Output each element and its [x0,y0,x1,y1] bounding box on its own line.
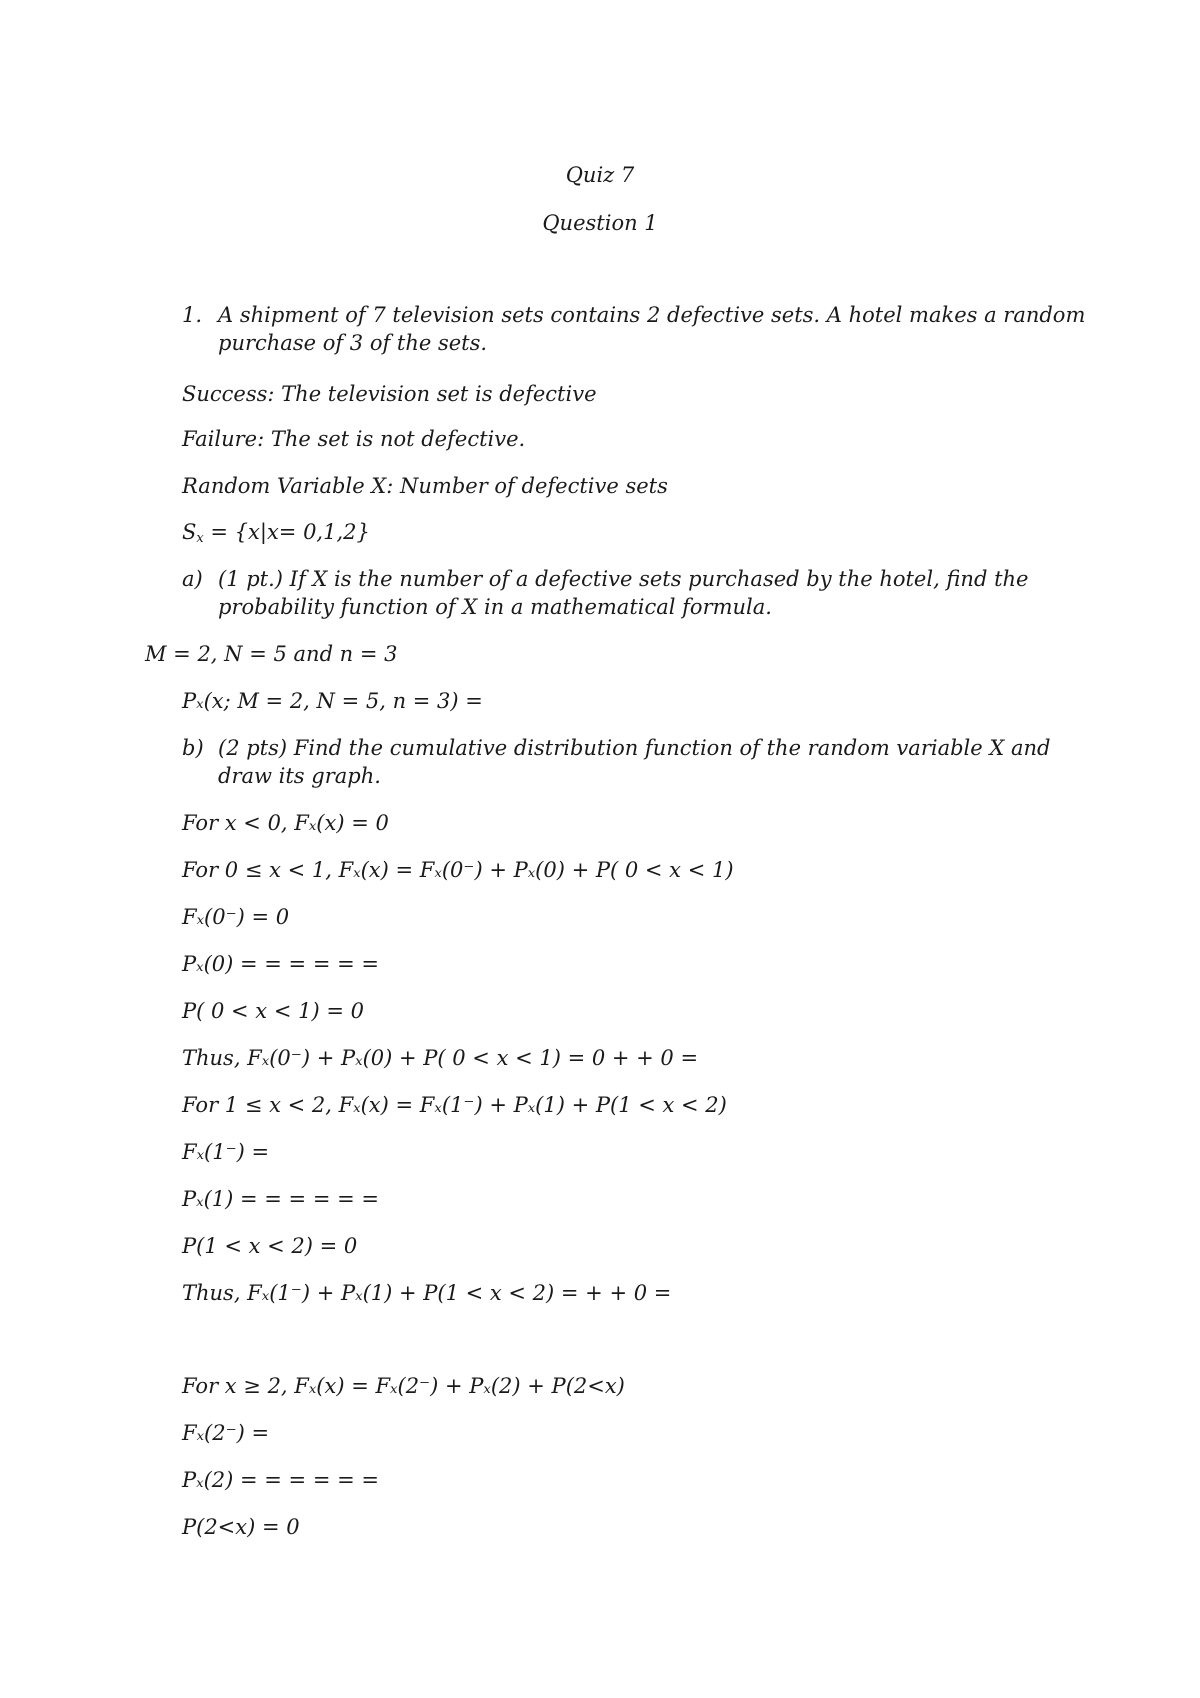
support-set: $S_x = \{x|x= 0,1,2\}$ [182,520,370,546]
cdf-line: Fₓ(2⁻) = [182,1421,270,1445]
part-a-text-line2: probability function of X in a mathematical formula. [218,595,772,619]
cdf-line: P(1 < x < 2) = 0 [182,1234,358,1258]
cdf-line: For 1 ≤ x < 2, Fₓ(x) = Fₓ(1⁻) + Pₓ(1) + P(1 < x < 2) [182,1093,727,1117]
question-text-line1: A shipment of 7 television sets contains 2 defective sets. A hotel makes a random [218,303,1086,327]
cdf-line: For x ≥ 2, Fₓ(x) = Fₓ(2⁻) + Pₓ(2) + P(2<x) [182,1374,625,1398]
cdf-line: P(2<x) = 0 [182,1515,300,1539]
success-definition: Success: The television set is defective [182,382,597,406]
cdf-line: Fₓ(1⁻) = [182,1140,270,1164]
question-number: 1. [182,303,203,327]
question-text-line2: purchase of 3 of the sets. [218,331,488,355]
part-a-label: a) [182,567,203,591]
cdf-line: For 0 ≤ x < 1, Fₓ(x) = Fₓ(0⁻) + Pₓ(0) + P( 0 < x < 1) [182,858,734,882]
page-title: Quiz 7 [565,163,635,187]
cdf-line: Pₓ(2) = = = = = = [182,1468,379,1492]
part-a-text-line1: (1 pt.) If X is the number of a defective sets purchased by the hotel, find the [218,567,1029,591]
cdf-line: Pₓ(1) = = = = = = [182,1187,379,1211]
part-b-label: b) [182,736,204,760]
failure-definition: Failure: The set is not defective. [182,427,526,451]
probability-function: Pₓ(x; M = 2, N = 5, n = 3) = [182,689,483,713]
random-variable-definition: Random Variable X: Number of defective sets [182,474,668,498]
cdf-line: Fₓ(0⁻) = 0 [182,905,290,929]
part-b-text-line1: (2 pts) Find the cumulative distribution function of the random variable X and [218,736,1051,760]
cdf-line: P( 0 < x < 1) = 0 [182,999,364,1023]
page-subtitle: Question 1 [542,211,658,235]
cdf-line: Thus, Fₓ(0⁻) + Pₓ(0) + P( 0 < x < 1) = 0 + + 0 = [182,1046,699,1070]
cdf-line: Pₓ(0) = = = = = = [182,952,379,976]
part-b-text-line2: draw its graph. [218,764,381,788]
distribution-parameters: M = 2, N = 5 and n = 3 [145,642,398,666]
cdf-line: For x < 0, Fₓ(x) = 0 [182,811,389,835]
cdf-line: Thus, Fₓ(1⁻) + Pₓ(1) + P(1 < x < 2) = + + 0 = [182,1281,672,1305]
